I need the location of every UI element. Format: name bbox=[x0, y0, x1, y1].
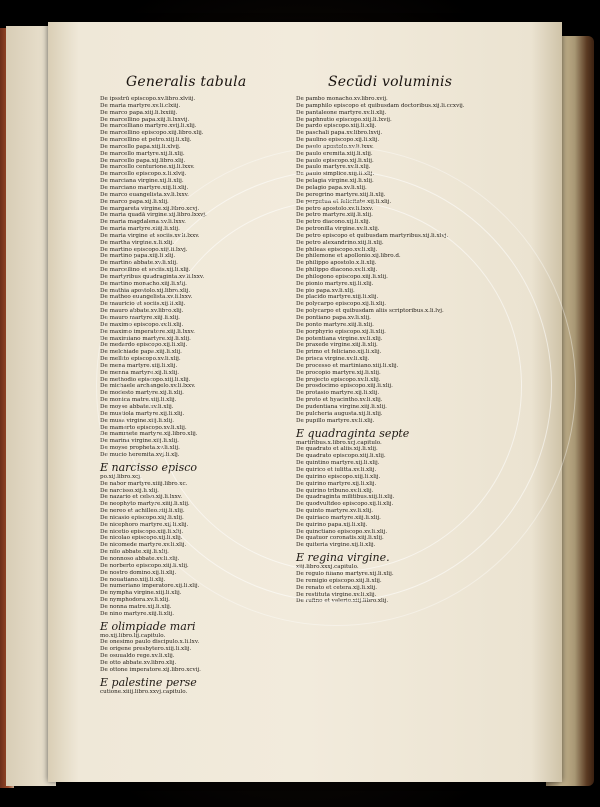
index-entry: De modesto martyre.xij.li.xlij. bbox=[100, 390, 184, 397]
index-entry: De mena martyre.xiij.li.xlij. bbox=[100, 362, 178, 369]
index-entry: De projecto episcopo.xv.li.xlij. bbox=[296, 376, 381, 383]
index-entry: De philippo apostolo.x.li.xlij. bbox=[296, 260, 377, 267]
index-entry: De melchiade papa.xiij.li.xlij. bbox=[100, 349, 182, 356]
section-heading: E palestine perse bbox=[100, 675, 197, 689]
index-entry: cutione.xiiij.libro.xxvj.capitulo. bbox=[100, 688, 188, 695]
index-entry: De martino papa.xiij.li.xlij. bbox=[100, 253, 176, 260]
index-entry: De martino monacho.xiij.li.xlij. bbox=[100, 280, 187, 287]
index-entry: De quirino martyre.xij.li.xlij. bbox=[296, 480, 377, 487]
index-entry: De maria quadā virgine.xij.libro.lxxvj. bbox=[100, 212, 207, 219]
index-entry: De quadrato et aliis.xij.li.xlij. bbox=[296, 446, 378, 453]
index-entry: De martino episcopo.xiij.li.lxvj. bbox=[100, 246, 188, 253]
index-entry: De marco papa.xiij.li.lxxiiij. bbox=[100, 109, 178, 116]
index-entry: De prosdocimo episcopo.xiij.li.xlij. bbox=[296, 383, 393, 390]
index-entry: De quirino papa.xij.li.xlij. bbox=[296, 521, 368, 528]
index-entry: De quodvultdeo episcopo.xij.li.xlij. bbox=[296, 501, 394, 508]
index-entry: De maximo episcopo.xv.li.xlij. bbox=[100, 321, 184, 328]
index-entry: De philippo diacono.xv.li.xlij. bbox=[296, 267, 378, 274]
index-entry: De remigio episcopo.xiij.li.xlij. bbox=[296, 577, 382, 584]
index-entry: De matheo euangelista.xv.li.lxxv. bbox=[100, 294, 193, 301]
index-entry: De philogono episcopo.xiij.li.xlij. bbox=[296, 273, 388, 280]
index-entry: De procopio martyre.xij.li.xlij. bbox=[296, 369, 381, 376]
index-entry: De nonnoso abbate.xv.li.xlij. bbox=[100, 555, 180, 562]
index-entry: De nostro domino.xij.li.xlij. bbox=[100, 569, 177, 576]
index-entry: De onesimo paulo discipulo.x.li.lxv. bbox=[100, 639, 200, 646]
index-entry: De marcello centurione.xij.li.lxxv. bbox=[100, 164, 195, 171]
index-entry: mo.xij.libro.lij.capitulo. bbox=[100, 632, 166, 639]
index-entry: De mammete martyre.xij.libro.xlij. bbox=[100, 431, 198, 438]
index-entry: De osuualdo rege.xv.li.xlij. bbox=[100, 653, 175, 660]
index-entry: De paulino episcopo.xij.li.xlij. bbox=[296, 137, 380, 144]
index-entry: De quirino episcopo.xiij.li.xlij. bbox=[296, 473, 381, 480]
index-entry: De quiteria virgine.xij.li.xlij. bbox=[296, 542, 376, 549]
index-entry: De polycarpo episcopo.xij.li.xlij. bbox=[296, 301, 387, 308]
index-entry: De maximiano martyre.xij.li.xlij. bbox=[100, 335, 191, 342]
index-column-right bbox=[296, 96, 472, 605]
index-entry: De protasio martyre.xij.li.xlij. bbox=[296, 390, 380, 397]
index-entry: De polycarpo et quibusdam aliis scriptoribus.x.li.lvj. bbox=[296, 308, 444, 315]
index-entry: De nicephoro martyre.xij.li.xlij. bbox=[100, 521, 189, 528]
index-entry: De maria virgine et sociis.xv.li.lxxv. bbox=[100, 232, 200, 239]
index-entry: De neophyto martyre.xiiij.li.xlij. bbox=[100, 501, 190, 508]
index-entry: De nymphodora.xv.li.xlij. bbox=[100, 597, 170, 604]
index-entry: De maximo imperatore.xiij.li.lxxv. bbox=[100, 328, 195, 335]
section-heading: E narcisso episco bbox=[100, 460, 198, 474]
index-entry: De martino abbate.xv.li.xlij. bbox=[100, 260, 178, 267]
index-entry: De maria magdalena.xv.li.lxxv. bbox=[100, 219, 186, 226]
index-entry: De paulo episcopo.xij.li.xlij. bbox=[296, 157, 374, 164]
index-entry: De nonna matre.xij.li.xlij. bbox=[100, 603, 172, 610]
index-entry: De maria martyre.xv.li.clxiij. bbox=[100, 102, 181, 109]
index-entry: xiij.libro.xxxj.capitulo. bbox=[296, 564, 359, 571]
index-entry: De mustiola martyre.xij.li.xlij. bbox=[100, 410, 185, 417]
index-entry: martiribus.x.libro.xcj.capitulo. bbox=[296, 439, 382, 446]
index-entry: De nazario et celso.xij.li.lxxv. bbox=[100, 494, 183, 501]
index-entry: De maria martyre.xiiij.li.xlij. bbox=[100, 226, 180, 233]
index-entry: De pamphilo episcopo et quibusdam doctoribus.xij.li.ccxvij. bbox=[296, 102, 465, 109]
index-entry: De quintino martyre.xij.li.xlij. bbox=[296, 460, 380, 467]
index-entry: De moyse propheta.xv.li.xlij. bbox=[100, 445, 180, 452]
index-entry: De nabor martyre.xiiij.libro.xc. bbox=[100, 480, 188, 487]
index-entry: De mathia apostolo.xij.libro.xlij. bbox=[100, 287, 191, 294]
index-entry: De nouatiano.xiij.li.xlij. bbox=[100, 576, 166, 583]
index-entry: De prisca virgine.xv.li.xlij. bbox=[296, 356, 370, 363]
index-entry: De peregrino martyre.xiij.li.xlij. bbox=[296, 191, 386, 198]
index-entry: De marcelliano martyre.xvij.li.xlij. bbox=[100, 123, 197, 130]
index-entry: De mauro martyre.xiij.li.xlij. bbox=[100, 315, 180, 321]
index-entry: De marcellino et petro.xiij.li.xlij. bbox=[100, 137, 192, 144]
index-entry: De marcello episcopo.x.li.xlvij. bbox=[100, 171, 187, 178]
index-entry: De praxede virgine.xiij.li.xlij. bbox=[296, 342, 378, 349]
index-entry: De norberto episcopo.xiij.li.xlij. bbox=[100, 562, 189, 569]
index-entry: De petro martyre.xiij.li.xlij. bbox=[296, 212, 373, 219]
index-entry: De quirico et iulitta.xv.li.xlij. bbox=[296, 467, 377, 473]
index-entry: De mamerto episcopo.xv.li.xlij. bbox=[100, 424, 187, 431]
index-entry: De restituta virgine.xv.li.xlij. bbox=[296, 591, 377, 598]
section-heading: E olimpiade mari bbox=[100, 619, 196, 633]
index-entry: De marcellino papa.xiij.li.lxxvij. bbox=[100, 116, 190, 123]
index-entry: po.xij.libro.xcj. bbox=[100, 473, 142, 480]
index-entry: De marco euangelista.xv.li.lxxv. bbox=[100, 191, 189, 198]
index-entry: De pio papa.xv.li.xlij. bbox=[296, 287, 355, 294]
index-entry: De paphnutio episcopo.xiij.li.lxvij. bbox=[296, 116, 392, 123]
running-header-left: Generalis tabula bbox=[126, 74, 247, 90]
index-entry: De quadrato episcopo.xiij.li.xlij. bbox=[296, 453, 386, 460]
index-entry: De pupillo martyre.xv.li.xlij. bbox=[296, 417, 375, 424]
index-entry: De petro alexandrino.xiij.li.xlij. bbox=[296, 239, 384, 246]
index-entry: De perpetua et felicitate.xij.li.xlij. bbox=[296, 198, 392, 205]
index-entry: De mellito episcopo.xv.li.xlij. bbox=[100, 356, 181, 363]
index-entry: De nilo abbate.xiij.li.xlij. bbox=[100, 549, 169, 556]
index-entry: De ottone imperatore.xij.libro.xcvij. bbox=[100, 666, 201, 673]
index-entry: De philemone et apollonio.xij.libro.d. bbox=[296, 253, 401, 260]
index-entry: De medardo episcopo.xij.li.xlij. bbox=[100, 342, 188, 349]
index-entry: De ipsstrū episcopo.xv.libro.xlviij. bbox=[100, 96, 196, 102]
index-entry: De quadraginta militibus.xiij.li.xlij. bbox=[296, 494, 395, 501]
index-entry: De regulo filiano martyre.xij.li.xlij. bbox=[296, 571, 394, 578]
index-entry: De quiriaco martyre.xiij.li.xlij. bbox=[296, 514, 381, 521]
index-entry: De placido martyre.xiij.li.xlij. bbox=[296, 294, 379, 301]
index-entry: De mucio heremita.xvj.li.xlj. bbox=[100, 451, 180, 458]
index-entry: De menna martyre.xij.li.xlij. bbox=[100, 369, 180, 376]
index-entry: De marina virgine.xiij.li.xlij. bbox=[100, 438, 179, 445]
index-entry: De moyse abbate.xv.li.xlij. bbox=[100, 403, 174, 410]
index-entry: De petro apostolo.xv.li.lxxv. bbox=[296, 205, 374, 212]
index-entry: De paulo simplice.xiij.li.xlij. bbox=[296, 171, 375, 178]
index-entry: De pionio martyre.xij.li.xlij. bbox=[296, 280, 374, 287]
index-entry: De marcellino episcopo.xiij.libro.xlij. bbox=[100, 130, 204, 137]
index-entry: De marco papa.xij.li.xlij. bbox=[100, 198, 169, 205]
index-entry: De petro episcopo et quibusdam martyribus.xij.li.xlvj. bbox=[296, 232, 449, 239]
index-entry: De nereo et achilleo.xiij.li.xlij. bbox=[100, 508, 185, 515]
index-entry: De margareta virgine.xij.libro.xcvj. bbox=[100, 205, 200, 212]
index-entry: De quirino tribuno.xv.li.xlij. bbox=[296, 487, 374, 494]
index-entry: De marcellino et sociis.xij.li.xlij. bbox=[100, 267, 191, 274]
index-entry: De marcello martyre.xij.li.xlij. bbox=[100, 150, 185, 157]
index-entry: De pudentiana virgine.xiij.li.xlij. bbox=[296, 403, 387, 410]
index-entry: De nicomede martyre.xv.li.xlij. bbox=[100, 542, 187, 549]
index-entry: De paulo apostolo.xv.li.lxxv. bbox=[296, 143, 374, 150]
index-entry: De nicetio episcopo.xiij.li.xlij. bbox=[100, 528, 184, 535]
index-entry: De petronilla virgine.xv.li.xlij. bbox=[296, 226, 380, 233]
index-column-left bbox=[100, 96, 272, 696]
index-entry: De pelagia virgine.xij.li.xlij. bbox=[296, 178, 374, 185]
index-entry: De martyribus quadraginta.xv.li.lxxv. bbox=[100, 273, 205, 280]
index-entry: De marcello papa.xij.libro.xlij. bbox=[100, 157, 186, 164]
section-heading: E quadraginta septe bbox=[296, 426, 410, 440]
index-entry: De quinto martyre.xv.li.xlij. bbox=[296, 508, 374, 515]
index-entry: De nicasio episcopo.xiij.li.xlij. bbox=[100, 514, 184, 521]
index-entry: De potentiana virgine.xv.li.xlij. bbox=[296, 335, 383, 342]
index-entry: De nympha virgine.xiij.li.xlij. bbox=[100, 590, 182, 597]
index-entry: De nino martyre.xiij.li.xlij. bbox=[100, 610, 175, 617]
index-entry: De musa virgine.xiij.li.xlij. bbox=[100, 417, 174, 424]
index-entry: De quinctiano episcopo.xv.li.xlij. bbox=[296, 528, 388, 535]
index-entry: De pantaleone martyre.xv.li.xlij. bbox=[296, 109, 387, 116]
index-entry: De marcello papa.xiij.li.xlvij. bbox=[100, 143, 181, 150]
index-entry: De paulo eremita.xiij.li.xlij. bbox=[296, 150, 373, 157]
index-entry: De marciano martyre.xiij.li.xlij. bbox=[100, 184, 189, 191]
index-entry: De primo et feliciano.xij.li.xlij. bbox=[296, 349, 382, 356]
index-entry: De pardo episcopo.xiij.li.xlij. bbox=[296, 123, 377, 130]
index-entry: De paschali papa.xv.libro.lxvij. bbox=[296, 130, 383, 137]
index-entry: De numeriano imperatore.xij.li.xlij. bbox=[100, 583, 200, 590]
index-entry: De paulo martyre.xv.li.xlij. bbox=[296, 164, 371, 171]
running-header-right: Secūdi voluminis bbox=[328, 74, 453, 90]
index-entry: De pelagio papa.xv.li.xlij. bbox=[296, 184, 367, 191]
index-entry: De pontiano papa.xv.li.xlij. bbox=[296, 315, 371, 321]
index-entry: De phileas episcopo.xv.li.xlij. bbox=[296, 246, 378, 253]
index-entry: De nicolao episcopo.xij.li.xlij. bbox=[100, 535, 183, 542]
index-entry: De origene presbytero.xiij.li.xlij. bbox=[100, 646, 192, 653]
index-entry: De methodio episcopo.xiij.li.xlij. bbox=[100, 376, 191, 383]
index-entry: De narcisso.xij.li.xlij. bbox=[100, 487, 159, 494]
index-entry: De mauro abbate.xv.libro.xlij. bbox=[100, 308, 184, 315]
index-entry: De rufino et valerio.xiij.libro.xlij. bbox=[296, 598, 389, 605]
index-entry: De otto abbate.xv.libro.xlij. bbox=[100, 660, 177, 667]
index-entry: De marciana virgine.xij.li.xlij. bbox=[100, 178, 184, 185]
index-entry: De proto et hyacintho.xv.li.xlij. bbox=[296, 397, 383, 404]
index-entry: De ponto martyre.xiij.li.xlij. bbox=[296, 321, 374, 328]
index-entry: De michaele archangelo.xv.li.lxxv. bbox=[100, 383, 196, 390]
index-entry: De monica matre.xiij.li.xlij. bbox=[100, 397, 177, 404]
index-entry: De pulcheria augusta.xij.li.xlij. bbox=[296, 410, 383, 417]
index-entry: De porphyrio episcopo.xij.li.xlij. bbox=[296, 328, 386, 335]
index-entry: De martha virgine.x.li.xlij. bbox=[100, 239, 175, 246]
index-entry: De pambo monacho.xv.libro.xvij. bbox=[296, 96, 388, 102]
index-entry: De quatuor coronatis.xiij.li.xlij. bbox=[296, 535, 384, 542]
index-entry: De mauricio et sociis.xij.li.xlij. bbox=[100, 301, 186, 308]
section-heading: E regina virgine. bbox=[296, 551, 390, 565]
index-entry: De processo et martiniano.xiij.li.xlij. bbox=[296, 362, 399, 369]
index-entry: De petro diacono.xij.li.xlij. bbox=[296, 219, 371, 226]
index-entry: De renato et cetera.xij.li.xlij. bbox=[296, 584, 378, 591]
